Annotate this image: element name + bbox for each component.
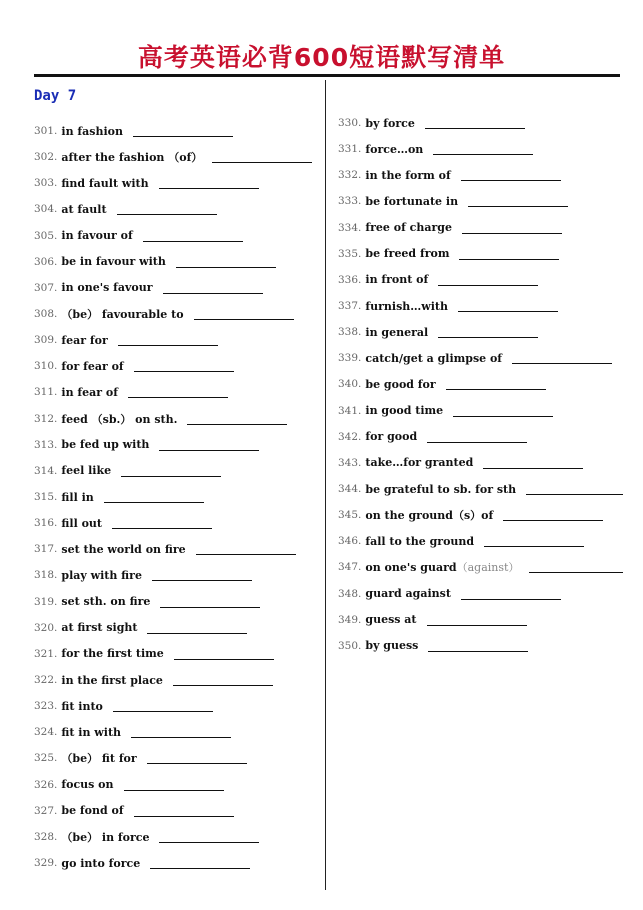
phrase-item (34, 562, 324, 588)
item-number: 312. (34, 412, 58, 425)
item-number: 346. (338, 535, 362, 548)
title-rule (34, 74, 620, 77)
answer-blank[interactable] (176, 256, 276, 268)
answer-blank[interactable] (150, 857, 250, 869)
item-phrase: by force (365, 116, 415, 130)
answer-blank[interactable] (112, 517, 212, 529)
item-phrase: for fear of (61, 359, 124, 373)
item-phrase: （be） favourable to (61, 308, 184, 322)
answer-blank[interactable] (159, 831, 259, 843)
answer-blank[interactable] (196, 543, 296, 555)
phrase-item (338, 554, 623, 580)
phrase-item (338, 215, 623, 241)
item-number: 323. (34, 700, 58, 713)
item-phrase: for the first time (61, 647, 164, 661)
item-phrase: catch/get a glimpse of (365, 351, 503, 365)
item-number: 303. (34, 177, 58, 190)
item-phrase: be fed up with (61, 438, 150, 452)
phrase-item (338, 476, 623, 502)
phrase-item (34, 589, 324, 615)
answer-blank[interactable] (134, 360, 234, 372)
answer-blank[interactable] (484, 535, 584, 547)
item-phrase: in one's favour (61, 281, 153, 295)
item-number: 339. (338, 352, 362, 365)
phrase-item (34, 745, 324, 771)
item-phrase: force…on (365, 142, 424, 156)
phrase-item (338, 581, 623, 607)
item-number: 335. (338, 247, 362, 260)
item-phrase: fill out (61, 516, 102, 530)
item-number: 342. (338, 430, 362, 443)
item-number: 318. (34, 569, 58, 582)
answer-blank[interactable] (113, 700, 213, 712)
item-number: 311. (34, 386, 58, 399)
answer-blank[interactable] (143, 230, 243, 242)
answer-blank[interactable] (453, 405, 553, 417)
item-number: 340. (338, 378, 362, 391)
item-number: 350. (338, 639, 362, 652)
item-number: 328. (34, 830, 58, 843)
item-number: 322. (34, 674, 58, 687)
item-number: 315. (34, 491, 58, 504)
item-phrase: on one's guard (365, 560, 457, 574)
item-number: 310. (34, 360, 58, 373)
phrase-item (34, 719, 324, 745)
item-number: 338. (338, 326, 362, 339)
phrase-item (338, 267, 623, 293)
item-number: 349. (338, 613, 362, 626)
item-number: 337. (338, 300, 362, 313)
answer-blank[interactable] (458, 300, 558, 312)
answer-blank[interactable] (134, 805, 234, 817)
item-phrase: （be） in force (61, 830, 150, 844)
item-number: 330. (338, 117, 362, 130)
phrase-item (34, 798, 324, 824)
phrase-item (34, 118, 324, 144)
item-phrase: play with fire (61, 568, 142, 582)
item-number: 336. (338, 273, 362, 286)
answer-blank[interactable] (160, 596, 260, 608)
phrase-item (338, 424, 623, 450)
phrase-item (338, 502, 623, 528)
answer-blank[interactable] (163, 282, 263, 294)
phrase-item (338, 188, 623, 214)
phrase-item (34, 536, 324, 562)
item-phrase: for good (365, 430, 418, 444)
phrase-item (338, 528, 623, 554)
item-number: 325. (34, 752, 58, 765)
item-number: 317. (34, 543, 58, 556)
item-phrase: （be） fit for (61, 752, 137, 766)
item-phrase: fit in with (61, 725, 122, 739)
phrase-item (338, 607, 623, 633)
answer-blank[interactable] (104, 491, 204, 503)
phrase-item (338, 162, 623, 188)
item-phrase: guess at (365, 613, 417, 627)
phrase-item (34, 327, 324, 353)
answer-blank[interactable] (133, 125, 233, 137)
item-phrase: fill in (61, 490, 94, 504)
item-number: 331. (338, 143, 362, 156)
item-number: 341. (338, 404, 362, 417)
item-phrase: fear for (61, 333, 108, 347)
answer-blank[interactable] (512, 352, 612, 364)
phrase-item (34, 144, 324, 170)
item-number: 305. (34, 229, 58, 242)
item-phrase: in general (365, 325, 429, 339)
item-phrase: fit into (61, 699, 103, 713)
answer-blank[interactable] (461, 169, 561, 181)
answer-blank[interactable] (468, 195, 568, 207)
answer-blank[interactable] (152, 569, 252, 581)
phrase-item (338, 293, 623, 319)
answer-blank[interactable] (121, 465, 221, 477)
item-phrase: be fortunate in (365, 194, 459, 208)
answer-blank[interactable] (117, 203, 217, 215)
answer-blank[interactable] (147, 752, 247, 764)
answer-blank[interactable] (433, 143, 533, 155)
phrase-item (34, 484, 324, 510)
answer-blank[interactable] (147, 622, 247, 634)
phrase-item (34, 615, 324, 641)
answer-blank[interactable] (446, 378, 546, 390)
day-label: Day 7 (34, 88, 77, 104)
item-phrase: be in favour with (61, 255, 166, 269)
answer-blank[interactable] (462, 222, 562, 234)
item-phrase: in the first place (61, 673, 163, 687)
right-column (338, 110, 623, 659)
answer-blank[interactable] (212, 151, 312, 163)
item-phrase: focus on (61, 778, 114, 792)
item-number: 333. (338, 195, 362, 208)
phrase-item (34, 850, 324, 876)
left-column (34, 118, 324, 876)
item-number: 344. (338, 483, 362, 496)
item-phrase: in front of (365, 273, 429, 287)
item-number: 347. (338, 561, 362, 574)
item-phrase: at first sight (61, 621, 138, 635)
item-number: 324. (34, 726, 58, 739)
item-number: 320. (34, 621, 58, 634)
phrase-item (338, 371, 623, 397)
answer-blank[interactable] (173, 674, 273, 686)
item-number: 301. (34, 125, 58, 138)
answer-blank[interactable] (425, 117, 525, 129)
phrase-item (34, 223, 324, 249)
phrase-item (338, 241, 623, 267)
item-phrase: at fault (61, 202, 107, 216)
phrase-item (34, 693, 324, 719)
item-number: 326. (34, 778, 58, 791)
item-phrase: be good for (365, 377, 436, 391)
item-number: 334. (338, 221, 362, 234)
phrase-item (34, 772, 324, 798)
phrase-item (34, 458, 324, 484)
phrase-item (34, 170, 324, 196)
item-phrase: be fond of (61, 804, 124, 818)
phrase-item (34, 641, 324, 667)
item-number: 319. (34, 595, 58, 608)
item-phrase: in fear of (61, 385, 118, 399)
item-number: 313. (34, 438, 58, 451)
answer-blank[interactable] (159, 177, 259, 189)
answer-blank[interactable] (461, 588, 561, 600)
phrase-item (338, 633, 623, 659)
answer-blank[interactable] (131, 726, 231, 738)
answer-blank[interactable] (526, 483, 623, 495)
answer-blank[interactable] (427, 431, 527, 443)
item-number: 314. (34, 464, 58, 477)
answer-blank[interactable] (124, 779, 224, 791)
answer-blank[interactable] (128, 386, 228, 398)
answer-blank[interactable] (459, 248, 559, 260)
phrase-item (34, 196, 324, 222)
item-number: 343. (338, 456, 362, 469)
phrase-item (34, 275, 324, 301)
item-number: 329. (34, 857, 58, 869)
item-number: 327. (34, 804, 58, 817)
phrase-item (338, 319, 623, 345)
item-number: 309. (34, 334, 58, 347)
item-phrase: take…for granted (365, 456, 474, 470)
item-note: （against） (456, 561, 520, 575)
phrase-item (34, 379, 324, 405)
answer-blank[interactable] (118, 334, 218, 346)
phrase-item (338, 110, 623, 136)
answer-blank[interactable] (428, 640, 528, 652)
phrase-item (338, 398, 623, 424)
phrase-item (34, 510, 324, 536)
phrase-item (34, 249, 324, 275)
item-phrase: guard against (365, 587, 451, 601)
answer-blank[interactable] (187, 413, 287, 425)
item-phrase: be grateful to sb. for sth (365, 482, 517, 496)
item-phrase: feed （sb.） on sth. (61, 412, 178, 426)
item-phrase: on the ground（s）of (365, 509, 494, 523)
item-phrase: be freed from (365, 247, 450, 261)
phrase-item (34, 824, 324, 850)
item-phrase: in fashion (61, 124, 123, 138)
item-phrase: in favour of (61, 229, 133, 243)
item-number: 307. (34, 281, 58, 294)
phrase-item (338, 136, 623, 162)
item-phrase: after the fashion （of） (61, 151, 203, 165)
answer-blank[interactable] (427, 614, 527, 626)
item-number: 345. (338, 509, 362, 522)
item-number: 308. (34, 308, 58, 321)
phrase-item (34, 667, 324, 693)
answer-blank[interactable] (438, 326, 538, 338)
item-phrase: feel like (61, 464, 112, 478)
answer-blank[interactable] (159, 439, 259, 451)
item-phrase: find fault with (61, 176, 149, 190)
item-phrase: in the form of (365, 168, 451, 182)
item-phrase: by guess (365, 639, 419, 653)
item-number: 306. (34, 255, 58, 268)
phrase-item (34, 432, 324, 458)
phrase-item (338, 345, 623, 371)
phrase-item (34, 353, 324, 379)
answer-blank[interactable] (174, 648, 274, 660)
page-title: 高考英语必背600短语默写清单 (137, 43, 506, 72)
phrase-item (34, 406, 324, 432)
column-divider (325, 80, 326, 890)
answer-blank[interactable] (194, 308, 294, 320)
phrase-item (338, 450, 623, 476)
answer-blank[interactable] (483, 457, 583, 469)
item-number: 348. (338, 587, 362, 600)
answer-blank[interactable] (503, 509, 603, 521)
item-number: 304. (34, 203, 58, 216)
item-number: 321. (34, 647, 58, 660)
item-number: 302. (34, 151, 58, 164)
answer-blank[interactable] (529, 561, 623, 573)
item-phrase: in good time (365, 404, 444, 418)
item-phrase: set sth. on fire (61, 595, 151, 609)
item-phrase: furnish…with (365, 299, 449, 313)
item-number: 316. (34, 517, 58, 530)
answer-blank[interactable] (438, 274, 538, 286)
item-phrase: set the world on fire (61, 542, 186, 556)
item-phrase: go into force (61, 856, 141, 870)
item-number: 332. (338, 169, 362, 182)
item-phrase: free of charge (365, 221, 452, 235)
phrase-item (34, 301, 324, 327)
item-phrase: fall to the ground (365, 534, 475, 548)
